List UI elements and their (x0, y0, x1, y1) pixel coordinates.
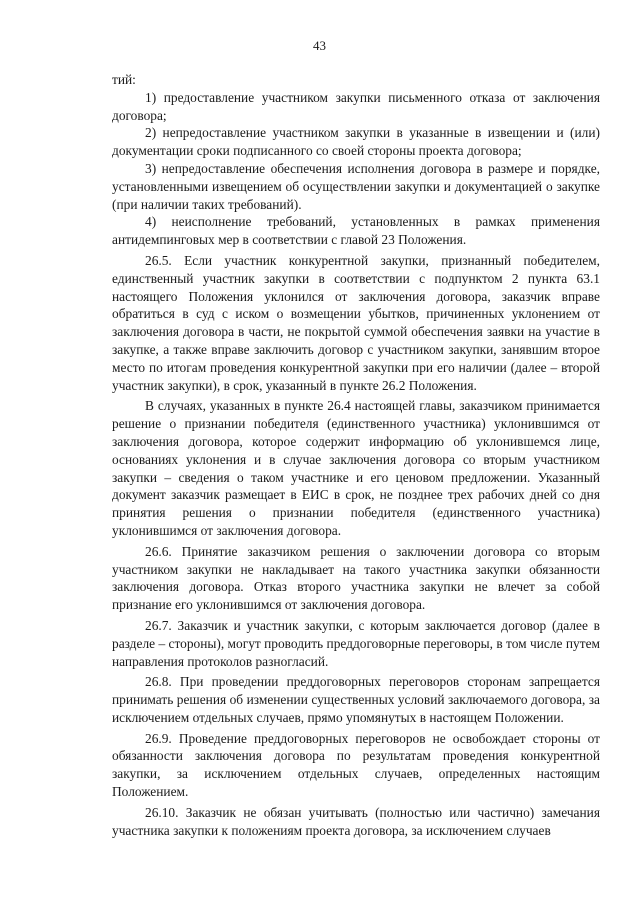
paragraph-26-7: 26.7. Заказчик и участник закупки, с которым заключается договор (далее в разделе – стороны), могут проводить преддоговорные переговоры, в том числе путем направления протоколов разногласий. (112, 617, 600, 669)
paragraph-26-6: 26.6. Принятие заказчиком решения о заключении договора со вторым участником закупки не накладывает на такого участника закупки обязанности заключения договора. Отказ второго участника закупки не влечет за собой признание его уклонившимся от заключения договора. (112, 543, 600, 613)
paragraph-item-1: 1) предоставление участником закупки письменного отказа от заключения договора; (112, 89, 600, 123)
page-number: 43 (313, 38, 326, 53)
paragraph-26-5: 26.5. Если участник конкурентной закупки, признанный победителем, единственный участник закупки в соответствии с подпунктом 2 пункта 63.1 настоящего Положения уклонился от заключения договора, заказчик вправе обратиться в суд с иском о возмещении убытков, причиненных уклонением от заключения договора в части, не покрытой суммой обеспечения заявки на участие в закупке, а также вправе заключить договор с участником закупки, занявшим второе место по итогам проведения конкурентной закупки при его наличии (далее – второй участник закупки), в срок, указанный в пункте 26.2 Положения. (112, 252, 600, 393)
paragraph-cases: В случаях, указанных в пункте 26.4 настоящей главы, заказчиком принимается решение о признании победителя (единственного участника) уклонившимся от заключения договора, которое содержит информацию об уклонившемся лице, основаниях уклонения и в случае заключения договора со вторым участником закупки – сведения о таком участнике и его ценовом предложении. Указанный документ заказчик размещает в ЕИС в срок, не позднее трех рабочих дней со дня принятия решения о признании победителя (единственного участника) уклонившимся от заключения договора. (112, 398, 600, 538)
paragraph-item-4: 4) неисполнение требований, установленных в рамках применения антидемпинговых мер в соответствии с главой 23 Положения. (112, 214, 600, 248)
paragraph-continuation: тий: (112, 72, 136, 87)
paragraph-26-10: 26.10. Заказчик не обязан учитывать (полностью или частично) замечания участника закупки к положениям проекта договора, за исключением случаев (112, 804, 600, 838)
paragraph-item-2: 2) непредоставление участником закупки в указанные в извещении и (или) документации сроки подписанного со своей стороны проекта договора; (112, 125, 600, 159)
paragraph-26-8: 26.8. При проведении преддоговорных переговоров сторонам запрещается принимать решения об изменении существенных условий заключаемого договора, за исключением отдельных случаев, прямо упомянутых в настоящем Положении. (112, 674, 600, 725)
paragraph-item-3: 3) непредоставление обеспечения исполнения договора в размере и порядке, установленными извещением об осуществлении закупки и документацией о закупке (при наличии таких требований). (112, 160, 600, 212)
paragraph-26-9: 26.9. Проведение преддоговорных переговоров не освобождает стороны от обязанности заключения договора по результатам проведения конкурентной закупки, за исключением отдельных случаев, определенных настоящим Положением. (112, 730, 600, 800)
document-body (112, 71, 600, 839)
